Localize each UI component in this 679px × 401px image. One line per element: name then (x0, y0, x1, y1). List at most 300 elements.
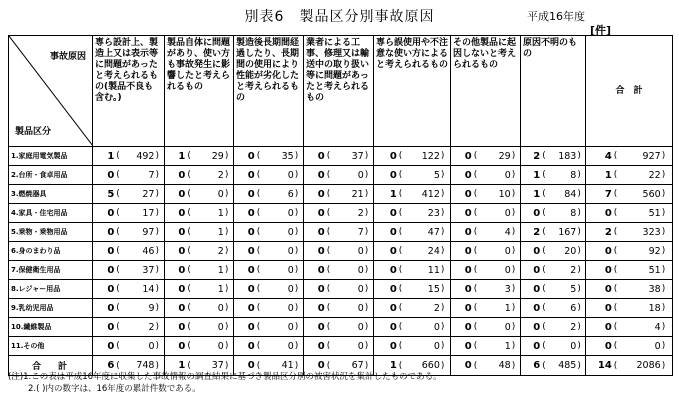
annual-count: 0 (178, 207, 186, 219)
cumulative-count: 51 (648, 207, 661, 219)
data-cell (521, 223, 586, 242)
open-paren: ( (116, 246, 120, 256)
close-paren: ) (155, 303, 159, 313)
table-row (9, 204, 673, 223)
data-cell (304, 223, 374, 242)
cumulative-count: 9 (148, 302, 155, 314)
cumulative-count: 412 (421, 188, 440, 200)
row-label: 4.家具・住宅用品 (9, 204, 93, 223)
data-cell (93, 185, 165, 204)
cumulative-count: 485 (558, 360, 577, 371)
annual-count: 0 (107, 283, 115, 295)
cumulative-count: 2 (570, 264, 577, 276)
open-paren: ( (473, 360, 478, 371)
open-paren: ( (116, 208, 120, 218)
annual-count: 1 (533, 188, 541, 200)
cumulative-count: 0 (287, 169, 294, 181)
annual-count: 0 (107, 169, 115, 181)
open-paren: ( (398, 189, 403, 199)
data-cell (93, 299, 165, 318)
close-paren: ) (155, 341, 159, 351)
annual-count: 0 (464, 150, 472, 162)
cumulative-count: 748 (136, 360, 155, 371)
cumulative-count: 122 (421, 150, 440, 162)
cumulative-count: 51 (648, 264, 661, 276)
open-paren: ( (187, 208, 191, 218)
cumulative-count: 0 (217, 321, 224, 333)
open-paren: ( (542, 360, 546, 371)
close-paren: ) (440, 284, 445, 294)
annual-count: 0 (464, 226, 472, 238)
data-cell (234, 261, 304, 280)
close-paren: ) (364, 284, 369, 294)
open-paren: ( (256, 208, 261, 218)
close-paren: ) (661, 322, 666, 332)
open-paren: ( (116, 303, 120, 313)
cumulative-count: 1 (217, 264, 224, 276)
data-cell (374, 147, 451, 166)
cumulative-count: 38 (648, 283, 661, 295)
data-cell (521, 185, 586, 204)
open-paren: ( (613, 246, 618, 256)
data-cell (304, 166, 374, 185)
cumulative-count: 97 (142, 226, 155, 238)
data-cell (451, 242, 521, 261)
data-cell (451, 147, 521, 166)
annual-count: 0 (464, 245, 472, 257)
cumulative-count: 0 (504, 245, 511, 257)
data-cell (451, 299, 521, 318)
data-cell (374, 280, 451, 299)
open-paren: ( (542, 265, 546, 275)
cumulative-count: 0 (287, 245, 294, 257)
annual-count: 0 (107, 321, 115, 333)
cumulative-count: 183 (558, 150, 577, 162)
close-paren: ) (224, 265, 229, 275)
close-paren: ) (294, 341, 299, 351)
annual-count: 0 (604, 264, 612, 276)
close-paren: ) (155, 284, 159, 294)
data-cell (304, 204, 374, 223)
data-cell (586, 299, 673, 318)
close-paren: ) (364, 303, 369, 313)
footnote: 2.( )内の数字は、16年度の累計件数である。 (28, 384, 201, 394)
cumulative-count: 37 (211, 360, 224, 371)
close-paren: ) (661, 265, 666, 275)
cumulative-count: 27 (142, 188, 155, 200)
cumulative-count: 0 (357, 302, 364, 314)
cumulative-count: 2 (433, 302, 440, 314)
annual-count: 0 (464, 207, 472, 219)
open-paren: ( (542, 208, 546, 218)
open-paren: ( (398, 227, 403, 237)
close-paren: ) (155, 322, 159, 332)
data-cell (93, 318, 165, 337)
data-cell (586, 318, 673, 337)
open-paren: ( (613, 341, 618, 351)
data-cell (586, 280, 673, 299)
cumulative-count: 492 (136, 150, 155, 162)
open-paren: ( (613, 284, 618, 294)
cumulative-count: 15 (427, 283, 440, 295)
open-paren: ( (256, 246, 261, 256)
data-cell (234, 299, 304, 318)
annual-count: 2 (533, 150, 541, 162)
column-header: 専ら設計上、製造上又は表示等に問題があったと考えられるもの(製品不良も含む。) (93, 36, 165, 147)
annual-count: 0 (389, 169, 397, 181)
close-paren: ) (440, 341, 445, 351)
data-cell (93, 242, 165, 261)
cumulative-count: 167 (558, 226, 577, 238)
cumulative-count: 0 (287, 226, 294, 238)
cumulative-count: 29 (211, 150, 224, 162)
data-cell (165, 261, 234, 280)
cumulative-count: 92 (648, 245, 661, 257)
close-paren: ) (294, 227, 299, 237)
cumulative-count: 1 (217, 207, 224, 219)
cumulative-count: 5 (433, 169, 440, 181)
open-paren: ( (256, 151, 261, 161)
data-cell (165, 318, 234, 337)
cumulative-count: 4 (504, 226, 511, 238)
close-paren: ) (224, 170, 229, 180)
annual-count: 0 (247, 321, 255, 333)
cumulative-count: 323 (642, 226, 661, 238)
open-paren: ( (116, 341, 120, 351)
annual-count: 0 (247, 340, 255, 352)
close-paren: ) (511, 265, 516, 275)
row-label: 9.乳幼児用品 (9, 299, 93, 318)
annual-count: 0 (604, 283, 612, 295)
cumulative-count: 20 (564, 245, 577, 257)
open-paren: ( (187, 189, 191, 199)
annual-count: 1 (178, 360, 186, 371)
close-paren: ) (364, 341, 369, 351)
data-cell (234, 242, 304, 261)
close-paren: ) (440, 189, 445, 199)
close-paren: ) (294, 170, 299, 180)
data-cell (586, 261, 673, 280)
close-paren: ) (294, 322, 299, 332)
close-paren: ) (661, 246, 666, 256)
open-paren: ( (542, 341, 546, 351)
annual-count: 0 (604, 340, 612, 352)
annual-count: 0 (389, 302, 397, 314)
cumulative-count: 41 (281, 360, 294, 371)
cumulative-count: 67 (351, 360, 364, 371)
data-cell (93, 166, 165, 185)
annual-count: 0 (464, 264, 472, 276)
annual-count: 0 (604, 245, 612, 257)
open-paren: ( (613, 208, 618, 218)
column-header: 製品自体に問題があり、使い方も事故発生に影響したと考えられるもの (165, 36, 234, 147)
annual-count: 6 (533, 360, 541, 371)
fiscal-year-label: 平成16年度 (527, 10, 585, 23)
data-cell (304, 299, 374, 318)
cumulative-count: 0 (570, 340, 577, 352)
open-paren: ( (398, 360, 403, 371)
cumulative-count: 0 (287, 340, 294, 352)
data-cell (451, 261, 521, 280)
close-paren: ) (577, 208, 581, 218)
data-cell (304, 318, 374, 337)
open-paren: ( (326, 265, 331, 275)
open-paren: ( (398, 170, 403, 180)
close-paren: ) (224, 246, 229, 256)
close-paren: ) (440, 265, 445, 275)
data-cell (586, 337, 673, 356)
open-paren: ( (187, 341, 191, 351)
close-paren: ) (577, 303, 581, 313)
annual-count: 0 (178, 302, 186, 314)
close-paren: ) (511, 303, 516, 313)
data-cell (521, 337, 586, 356)
cumulative-count: 2 (217, 245, 224, 257)
annual-count: 0 (178, 226, 186, 238)
open-paren: ( (256, 227, 261, 237)
open-paren: ( (256, 303, 261, 313)
open-paren: ( (473, 265, 478, 275)
column-header: 専ら誤使用や不注意な使い方によると考えられるもの (374, 36, 451, 147)
row-label: 10.繊維製品 (9, 318, 93, 337)
row-label: 11.その他 (9, 337, 93, 356)
annual-count: 0 (107, 302, 115, 314)
cumulative-count: 17 (142, 207, 155, 219)
cumulative-count: 8 (570, 207, 577, 219)
open-paren: ( (613, 170, 618, 180)
cumulative-count: 10 (498, 188, 511, 200)
row-label: 5.乗物・乗物用品 (9, 223, 93, 242)
close-paren: ) (577, 189, 581, 199)
open-paren: ( (398, 303, 403, 313)
open-paren: ( (187, 227, 191, 237)
data-cell (521, 280, 586, 299)
data-cell (521, 261, 586, 280)
data-cell (93, 280, 165, 299)
open-paren: ( (326, 322, 331, 332)
cumulative-count: 2 (217, 169, 224, 181)
data-cell (93, 147, 165, 166)
annual-count: 0 (317, 150, 325, 162)
data-cell (304, 261, 374, 280)
footnote: (注)1.この表は平成16年度に収集した事故情報の調査結果に基づき製品区分別の被害状況を集計したものである。 (8, 372, 442, 382)
annual-count: 0 (178, 169, 186, 181)
column-header: その他製品に起因しないと考えられるもの (451, 36, 521, 147)
close-paren: ) (440, 227, 445, 237)
close-paren: ) (294, 284, 299, 294)
annual-count: 0 (107, 226, 115, 238)
open-paren: ( (542, 246, 546, 256)
cumulative-count: 2 (570, 321, 577, 333)
cumulative-count: 0 (287, 207, 294, 219)
annual-count: 0 (247, 207, 255, 219)
row-label: 8.レジャー用品 (9, 280, 93, 299)
close-paren: ) (661, 189, 666, 199)
cumulative-count: 1 (217, 283, 224, 295)
data-cell (304, 185, 374, 204)
open-paren: ( (542, 189, 546, 199)
close-paren: ) (511, 170, 516, 180)
table-row (9, 261, 673, 280)
cumulative-count: 35 (281, 150, 294, 162)
cumulative-count: 0 (287, 321, 294, 333)
data-cell (586, 242, 673, 261)
annual-count: 0 (247, 302, 255, 314)
header-row (9, 36, 673, 147)
data-cell (234, 337, 304, 356)
table-row (9, 185, 673, 204)
annual-count: 1 (604, 169, 612, 181)
annual-count: 2 (604, 226, 612, 238)
open-paren: ( (187, 151, 191, 161)
data-cell (93, 261, 165, 280)
data-cell (374, 242, 451, 261)
close-paren: ) (155, 227, 159, 237)
open-paren: ( (187, 246, 191, 256)
open-paren: ( (116, 170, 120, 180)
cumulative-count: 7 (148, 169, 155, 181)
cumulative-count: 0 (504, 169, 511, 181)
open-paren: ( (116, 151, 120, 161)
open-paren: ( (542, 151, 546, 161)
close-paren: ) (155, 208, 159, 218)
annual-count: 0 (247, 245, 255, 257)
open-paren: ( (398, 151, 403, 161)
open-paren: ( (398, 322, 403, 332)
annual-count: 0 (178, 283, 186, 295)
close-paren: ) (511, 322, 516, 332)
annual-count: 0 (604, 302, 612, 314)
corner-cell (9, 36, 93, 147)
annual-count: 0 (533, 283, 541, 295)
annual-count: 1 (178, 150, 186, 162)
annual-count: 0 (464, 321, 472, 333)
close-paren: ) (155, 151, 159, 161)
open-paren: ( (187, 170, 191, 180)
annual-count: 0 (317, 207, 325, 219)
annual-count: 0 (178, 264, 186, 276)
cumulative-count: 2 (148, 321, 155, 333)
close-paren: ) (294, 246, 299, 256)
close-paren: ) (155, 265, 159, 275)
close-paren: ) (511, 360, 516, 371)
cumulative-count: 660 (421, 360, 440, 371)
annual-count: 1 (107, 150, 115, 162)
table-body (9, 147, 673, 376)
data-cell (165, 185, 234, 204)
close-paren: ) (294, 265, 299, 275)
annual-count: 7 (604, 188, 612, 200)
annual-count: 0 (317, 321, 325, 333)
cumulative-count: 0 (287, 302, 294, 314)
cumulative-count: 6 (287, 188, 294, 200)
annual-count: 0 (464, 302, 472, 314)
close-paren: ) (661, 170, 666, 180)
close-paren: ) (577, 170, 581, 180)
cumulative-count: 0 (217, 188, 224, 200)
open-paren: ( (187, 284, 191, 294)
data-cell (93, 223, 165, 242)
open-paren: ( (187, 360, 191, 371)
cumulative-count: 7 (357, 226, 364, 238)
cumulative-count: 2 (357, 207, 364, 219)
data-cell (451, 318, 521, 337)
data-cell (304, 242, 374, 261)
open-paren: ( (613, 189, 618, 199)
close-paren: ) (364, 322, 369, 332)
annual-count: 0 (389, 207, 397, 219)
close-paren: ) (364, 360, 369, 371)
close-paren: ) (155, 246, 159, 256)
cumulative-count: 0 (357, 321, 364, 333)
close-paren: ) (364, 189, 369, 199)
open-paren: ( (326, 227, 331, 237)
close-paren: ) (155, 360, 159, 371)
cumulative-count: 0 (357, 264, 364, 276)
row-label: 3.燃焼器具 (9, 185, 93, 204)
cumulative-count: 84 (564, 188, 577, 200)
annual-count: 0 (533, 264, 541, 276)
close-paren: ) (224, 284, 229, 294)
accident-cause-table (8, 35, 673, 376)
table-row (9, 299, 673, 318)
data-cell (374, 318, 451, 337)
annual-count: 0 (317, 188, 325, 200)
data-cell (586, 147, 673, 166)
annual-count: 0 (389, 340, 397, 352)
cumulative-count: 0 (287, 264, 294, 276)
open-paren: ( (116, 284, 120, 294)
close-paren: ) (364, 265, 369, 275)
cumulative-count: 0 (357, 245, 364, 257)
open-paren: ( (613, 227, 618, 237)
annual-count: 0 (247, 264, 255, 276)
annual-count: 0 (107, 207, 115, 219)
annual-count: 0 (178, 245, 186, 257)
close-paren: ) (577, 341, 581, 351)
close-paren: ) (511, 246, 516, 256)
cumulative-count: 0 (148, 340, 155, 352)
close-paren: ) (440, 303, 445, 313)
cumulative-count: 22 (648, 169, 661, 181)
cumulative-count: 21 (351, 188, 364, 200)
data-cell (451, 337, 521, 356)
open-paren: ( (542, 322, 546, 332)
open-paren: ( (398, 341, 403, 351)
close-paren: ) (661, 151, 666, 161)
annual-count: 0 (533, 245, 541, 257)
open-paren: ( (542, 303, 546, 313)
open-paren: ( (473, 284, 478, 294)
close-paren: ) (577, 246, 581, 256)
open-paren: ( (326, 189, 331, 199)
data-cell (234, 204, 304, 223)
data-cell (451, 280, 521, 299)
annual-count: 0 (464, 360, 472, 371)
table-row (9, 147, 673, 166)
annual-count: 6 (107, 360, 115, 371)
data-cell (374, 261, 451, 280)
annual-count: 0 (389, 264, 397, 276)
cumulative-count: 11 (427, 264, 440, 276)
close-paren: ) (224, 341, 229, 351)
annual-count: 0 (317, 226, 325, 238)
close-paren: ) (661, 360, 666, 371)
annual-count: 0 (533, 340, 541, 352)
annual-count: 0 (389, 321, 397, 333)
close-paren: ) (440, 208, 445, 218)
data-cell (165, 337, 234, 356)
